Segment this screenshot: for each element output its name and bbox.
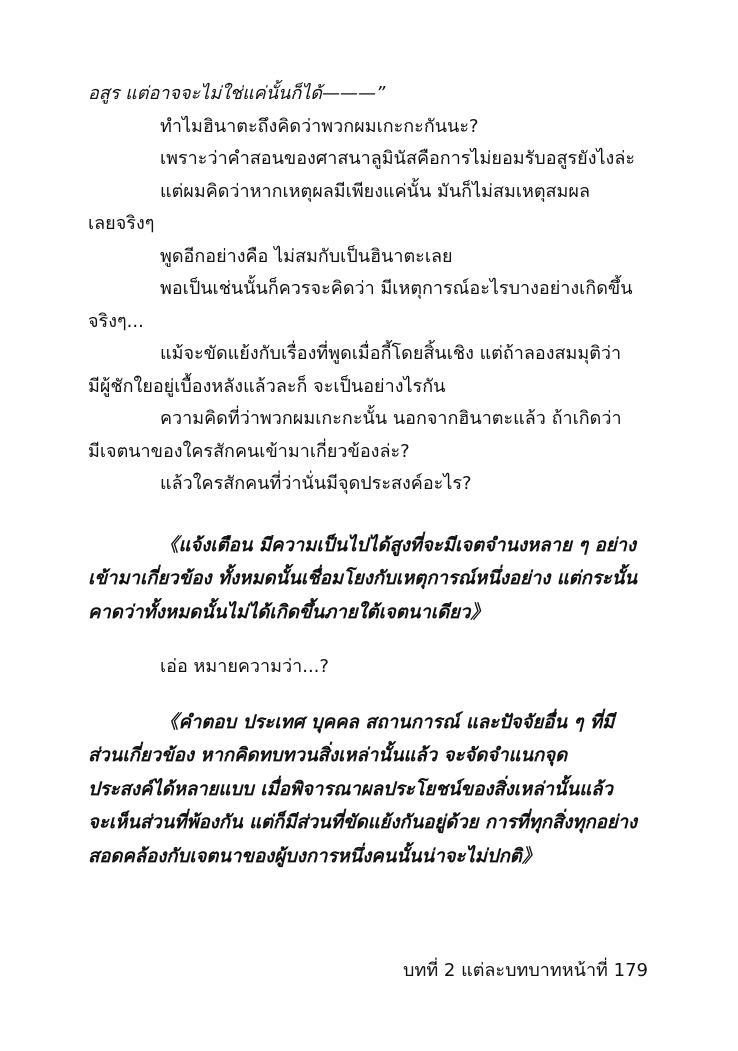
narration-paragraph: พูดอีกอย่างคือ ไม่สมกับเป็นฮินาตะเลย xyxy=(160,245,453,267)
narration-paragraph: ทำไมฮินาตะถึงคิดว่าพวกผมเกะกะกันนะ? xyxy=(160,115,479,137)
narration-paragraph: แล้วใครสักคนที่ว่านั่นมีจุดประสงค์อะไร? xyxy=(160,473,472,494)
narration-line: เลยจริงๆ xyxy=(88,213,155,234)
narration-line: แม้จะขัดแย้งกับเรื่องที่พูดเมื่อกี้โดยสิ้นเชิง แต่ถ้าลองสมมุติว่า xyxy=(160,343,622,364)
opening-line: อสูร แต่อาจจะไม่ใช่แค่นั้นก็ได้———” xyxy=(88,83,386,104)
question-line: เอ่อ หมายความว่า...? xyxy=(160,656,329,677)
system-message-line: 《คำตอบ ประเทศ บุคคล สถานการณ์ และปัจจัยอื่น ๆ ที่มี xyxy=(160,711,615,733)
system-message-line: ประสงค์ได้หลายแบบ เมื่อพิจารณาผลประโยชน์ของสิ่งเหล่านั้นแล้ว xyxy=(88,778,613,800)
system-message-line: เข้ามาเกี่ยวข้อง ทั้งหมดนั้นเชื่อมโยงกับเหตุการณ์หนึ่งอย่าง แต่กระนั้น xyxy=(88,568,638,589)
system-message-line: สอดคล้องกับเจตนาของผู้บงการหนึ่งคนนั้นน่าจะไม่ปกติ》 xyxy=(88,845,541,867)
narration-line: มีผู้ชักใยอยู่เบื้องหลังแล้วละก็ จะเป็นอย่างไรกัน xyxy=(88,375,446,397)
narration-line: มีเจตนาของใครสักคนเข้ามาเกี่ยวข้องล่ะ? xyxy=(88,440,410,462)
system-message-line: ส่วนเกี่ยวข้อง หากคิดทบทวนสิ่งเหล่านั้นแล้ว จะจัดจำแนกจุด xyxy=(88,745,568,766)
narration-line: จริงๆ... xyxy=(88,310,144,332)
narration-line: แต่ผมคิดว่าหากเหตุผลมีเพียงแค่นั้น มันก็ไม่สมเหตุสมผล xyxy=(160,180,590,202)
narration-line: ความคิดที่ว่าพวกผมเกะกะนั้น นอกจากฮินาตะแล้ว ถ้าเกิดว่า xyxy=(160,408,622,429)
page-footer: บทที่ 2 แต่ละบทบาทหน้าที่ 179 xyxy=(403,960,648,981)
system-message-answer xyxy=(88,706,648,874)
system-message-notice xyxy=(88,529,648,630)
system-message-line: จะเห็นส่วนที่พ้องกัน แต่ก็มีส่วนที่ขัดแย้งกันอยู่ด้วย การที่ทุกสิ่งทุกอย่าง xyxy=(88,812,638,833)
page-body xyxy=(88,78,648,873)
narration-line: พอเป็นเช่นนั้นก็ควรจะคิดว่า มีเหตุการณ์อะไรบางอย่างเกิดขึ้น xyxy=(160,278,633,299)
system-message-line: คาดว่าทั้งหมดนั้นไม่ได้เกิดขึ้นภายใต้เจตนาเดียว》 xyxy=(88,601,489,623)
narration-paragraph: เพราะว่าคำสอนของศาสนาลูมินัสคือการไม่ยอมรับอสูรยังไงล่ะ xyxy=(160,148,636,169)
system-message-line: 《แจ้งเตือน มีความเป็นไปได้สูงที่จะมีเจตจำนงหลาย ๆ อย่าง xyxy=(160,534,636,556)
